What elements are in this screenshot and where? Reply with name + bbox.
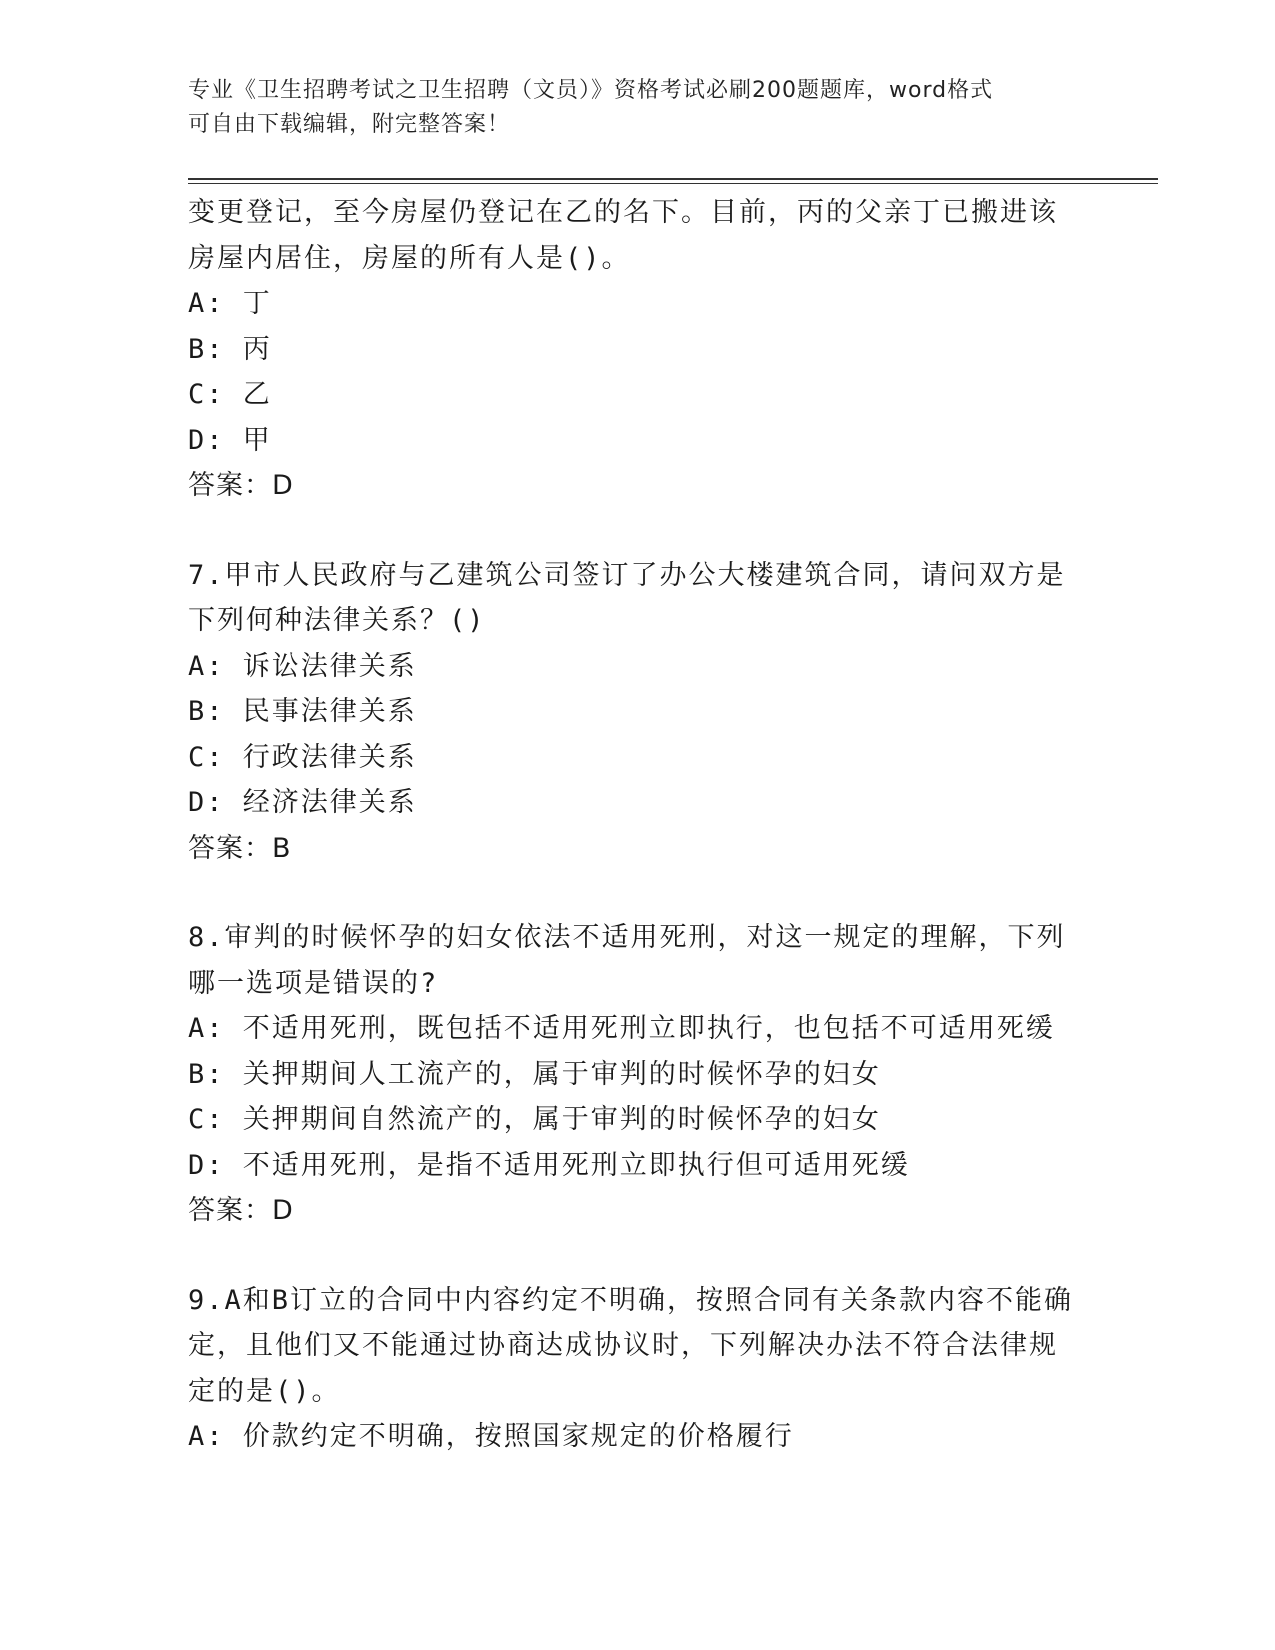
question-7 [188,553,1088,872]
question-text-line: 定，且他们又不能通过协商达成协议时，下列解决办法不符合法律规 [188,1330,1058,1361]
question-9 [188,1278,1088,1460]
answer-line: 答案：D [188,1195,294,1226]
option-b: B: 民事法律关系 [188,696,417,727]
option-d: D: 不适用死刑，是指不适用死刑立即执行但可适用死缓 [188,1149,910,1181]
answer-line: 答案：D [188,470,294,501]
question-text-line: 哪一选项是错误的? [188,967,439,999]
answer-line: 答案：B [188,832,292,864]
option-a: A: 不适用死刑，既包括不适用死刑立即执行，也包括不可适用死缓 [188,1013,1055,1044]
question-text-line: 房屋内居住，房屋的所有人是()。 [188,242,631,274]
question-text-line: 9.A和B订立的合同中内容约定不明确，按照合同有关条款内容不能确 [188,1284,1074,1316]
question-text-line: 7.甲市人民政府与乙建筑公司签订了办公大楼建筑合同，请问双方是 [188,559,1066,591]
question-text-line: 变更登记，至今房屋仍登记在乙的名下。目前，丙的父亲丁已搬进该 [188,197,1058,228]
option-c: C: 乙 [188,379,272,410]
question-text-line: 8.审判的时候怀孕的妇女依法不适用死刑，对这一规定的理解，下列 [188,922,1066,953]
option-c: C: 行政法律关系 [188,741,417,773]
question-list [188,190,1088,1460]
header-title-line-2: 可自由下载编辑，附完整答案！ [188,112,511,137]
option-b: B: 关押期间人工流产的，属于审判的时候怀孕的妇女 [188,1058,881,1090]
option-b: B: 丙 [188,333,272,365]
option-a: A: 诉讼法律关系 [188,650,417,682]
question-text-line: 定的是()。 [188,1375,341,1407]
option-a: A: 价款约定不明确，按照国家规定的价格履行 [188,1421,794,1452]
question-6-continued [188,190,1088,509]
option-c: C: 关押期间自然流产的，属于审判的时候怀孕的妇女 [188,1104,881,1135]
question-8 [188,915,1088,1234]
option-d: D: 甲 [188,424,272,456]
header-title-line-1: 专业《卫生招聘考试之卫生招聘（文员）》资格考试必刷200题题库，word格式 [188,78,994,103]
header-divider [188,178,1158,184]
page-header [188,74,1068,142]
option-d: D: 经济法律关系 [188,787,417,818]
option-a: A: 丁 [188,288,272,319]
question-text-line: 下列何种法律关系？() [188,605,486,636]
